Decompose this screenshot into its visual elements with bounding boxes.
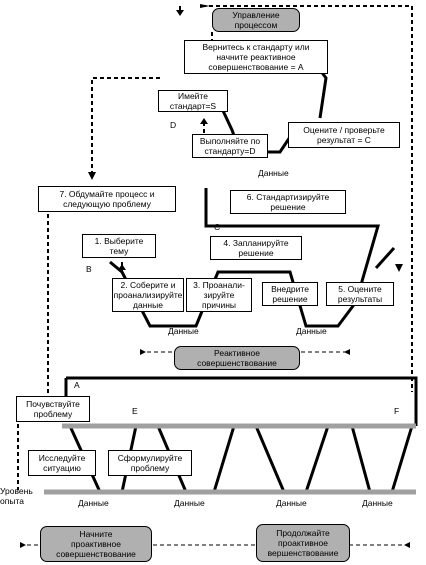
letter-f: F: [394, 406, 400, 416]
letter-a: A: [74, 380, 80, 390]
process-management-pill: Управление процессом: [212, 8, 300, 32]
data-label: Данные: [168, 326, 199, 336]
step-7-box: 7. Обдумайте процесс и следующую проблему: [38, 186, 176, 212]
execute-standard-box: Выполняйте по стандарту=D: [192, 134, 268, 158]
step-3-box: 3. Проанали- зируйте причины: [186, 278, 252, 312]
step-4-box: 4. Запланируйте решение: [210, 236, 302, 260]
evaluate-result-box: Оцените / проверьте результат = C: [288, 122, 400, 148]
step-5-box: 5. Оцените результаты: [326, 282, 394, 306]
data-label: Данные: [258, 168, 289, 178]
formulate-problem-box: Сформулируйте проблему: [108, 450, 192, 476]
step-1-box: 1. Выберите тему: [82, 234, 156, 258]
investigate-situation-box: Исследуйте ситуацию: [28, 450, 96, 476]
data-label: Данные: [174, 498, 205, 508]
continue-proactive-pill: Продолжайте проактивное вершенствование: [256, 524, 350, 562]
have-standard-box: Имейте стандарт=S: [158, 90, 228, 112]
letter-b: B: [86, 264, 92, 274]
step-6-box: 6. Стандартизируйте решение: [230, 190, 346, 214]
reactive-improvement-pill: Реактивное совершенствование: [174, 346, 300, 370]
data-label: Данные: [78, 498, 109, 508]
return-to-standard-box: Вернитесь к стандарту или начните реактивное совершенствование = A: [184, 40, 328, 74]
letter-e: E: [132, 406, 138, 416]
step-2-box: 2. Соберите и проанализируйте данные: [113, 280, 183, 310]
experience-level-label: Уровень опыта: [0, 486, 33, 506]
letter-c: C: [214, 222, 221, 232]
data-label: Данные: [276, 498, 307, 508]
feedback-dashed: [18, 214, 48, 490]
data-label: Данные: [296, 326, 327, 336]
implement-box: Внедрите решение: [262, 282, 318, 306]
data-label: Данные: [362, 498, 393, 508]
start-proactive-pill: Начните проактивное совершенствование: [40, 526, 152, 562]
feel-problem-box: Почувствуйте проблему: [16, 396, 90, 422]
letter-d: D: [170, 120, 177, 130]
